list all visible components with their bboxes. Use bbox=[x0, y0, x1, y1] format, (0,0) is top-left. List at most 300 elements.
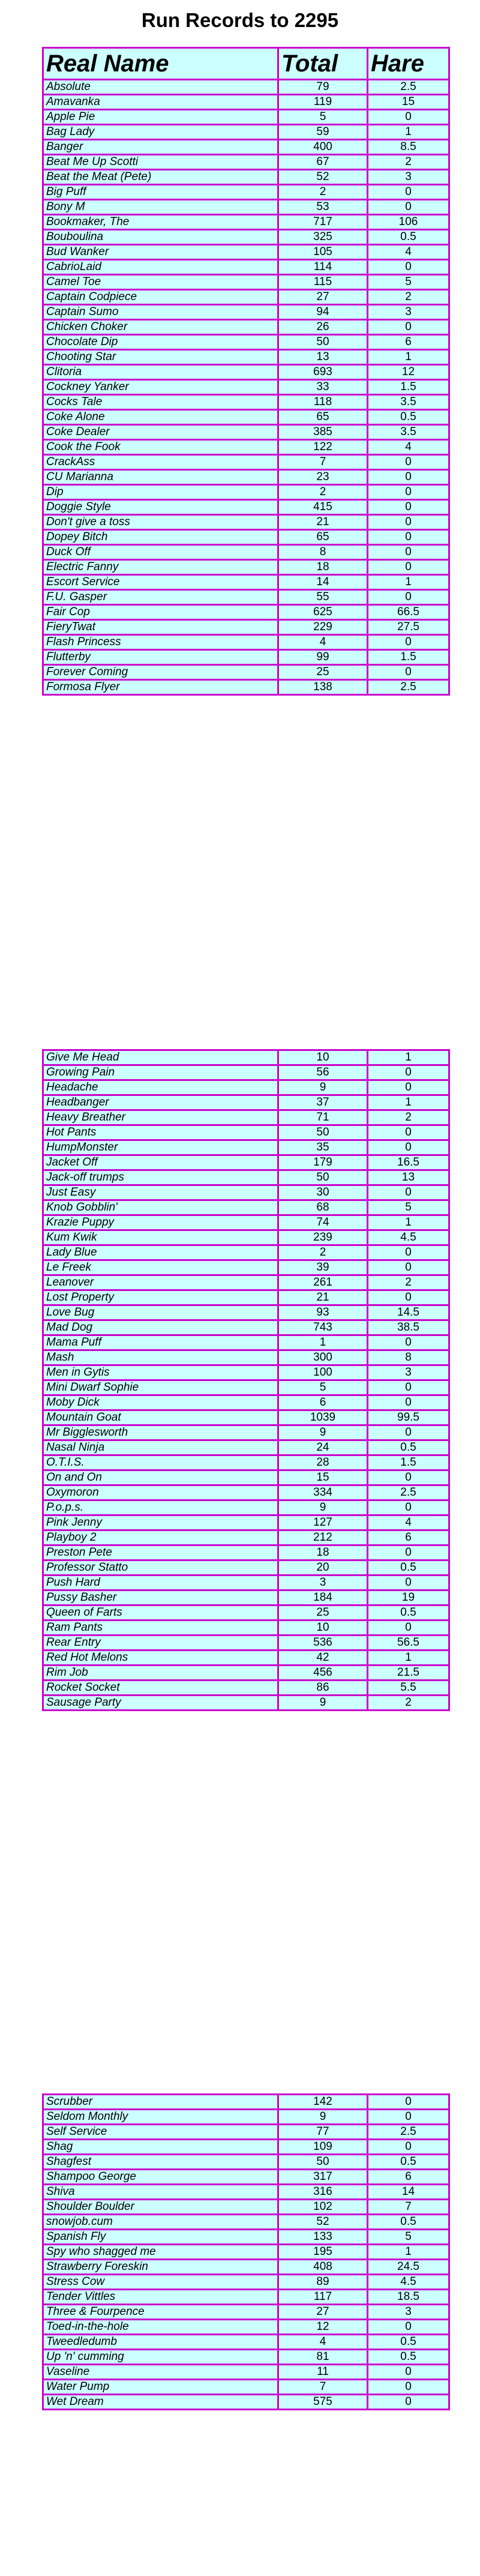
total-cell: 2 bbox=[278, 1245, 368, 1260]
table-row bbox=[43, 2320, 449, 2335]
hare-cell: 5 bbox=[368, 275, 449, 290]
table-row bbox=[43, 2215, 449, 2230]
real-name-cell: HumpMonster bbox=[43, 1140, 278, 1155]
table-row bbox=[43, 2230, 449, 2245]
real-name-cell: Camel Toe bbox=[43, 275, 278, 290]
table-row bbox=[43, 2110, 449, 2125]
total-cell: 1039 bbox=[278, 1410, 368, 1425]
hare-cell: 1 bbox=[368, 575, 449, 590]
hare-cell: 3 bbox=[368, 170, 449, 185]
table-row bbox=[43, 2170, 449, 2185]
real-name-cell: Bag Lady bbox=[43, 125, 278, 140]
total-cell: 42 bbox=[278, 1651, 368, 1666]
run-records-table-3 bbox=[42, 2093, 450, 2410]
total-cell: 25 bbox=[278, 665, 368, 680]
real-name-cell: Headbanger bbox=[43, 1095, 278, 1110]
table-row bbox=[43, 365, 449, 380]
hare-cell: 0 bbox=[368, 500, 449, 515]
table-row bbox=[43, 1080, 449, 1095]
table-row bbox=[43, 635, 449, 650]
real-name-cell: Red Hot Melons bbox=[43, 1651, 278, 1666]
total-cell: 65 bbox=[278, 410, 368, 425]
real-name-cell: Duck Off bbox=[43, 545, 278, 560]
total-cell: 105 bbox=[278, 245, 368, 260]
real-name-cell: Shag bbox=[43, 2140, 278, 2155]
table-row bbox=[43, 1621, 449, 1636]
table-row bbox=[43, 275, 449, 290]
table-row bbox=[43, 2260, 449, 2275]
total-cell: 118 bbox=[278, 395, 368, 410]
hare-cell: 14 bbox=[368, 2185, 449, 2200]
hare-cell: 0.5 bbox=[368, 1440, 449, 1455]
table-row bbox=[43, 140, 449, 155]
total-cell: 117 bbox=[278, 2290, 368, 2305]
hare-cell: 3.5 bbox=[368, 425, 449, 440]
real-name-cell: Wet Dream bbox=[43, 2395, 278, 2410]
hare-cell: 0 bbox=[368, 1545, 449, 1560]
total-cell: 575 bbox=[278, 2395, 368, 2410]
hare-cell: 0 bbox=[368, 455, 449, 470]
hare-cell: 0 bbox=[368, 1080, 449, 1095]
real-name-cell: Shampoo George bbox=[43, 2170, 278, 2185]
real-name-cell: Oxymoron bbox=[43, 1485, 278, 1500]
hare-cell: 5.5 bbox=[368, 1681, 449, 1696]
real-name-cell: CabrioLaid bbox=[43, 260, 278, 275]
hare-cell: 1.5 bbox=[368, 650, 449, 665]
total-cell: 743 bbox=[278, 1320, 368, 1335]
real-name-cell: Pink Jenny bbox=[43, 1515, 278, 1530]
total-cell: 119 bbox=[278, 95, 368, 110]
real-name-cell: Bud Wanker bbox=[43, 245, 278, 260]
hare-cell: 2 bbox=[368, 155, 449, 170]
hare-cell: 0.5 bbox=[368, 2155, 449, 2170]
real-name-cell: Professor Statto bbox=[43, 1560, 278, 1575]
real-name-cell: Just Easy bbox=[43, 1185, 278, 1200]
total-cell: 25 bbox=[278, 1605, 368, 1621]
hare-cell: 0 bbox=[368, 2320, 449, 2335]
hare-cell: 0 bbox=[368, 530, 449, 545]
real-name-cell: Rocket Socket bbox=[43, 1681, 278, 1696]
total-cell: 9 bbox=[278, 1425, 368, 1440]
total-cell: 28 bbox=[278, 1455, 368, 1470]
real-name-cell: Headache bbox=[43, 1080, 278, 1095]
total-cell: 1 bbox=[278, 1335, 368, 1350]
real-name-cell: On and On bbox=[43, 1470, 278, 1485]
table-row bbox=[43, 395, 449, 410]
table-row bbox=[43, 1530, 449, 1545]
total-cell: 536 bbox=[278, 1636, 368, 1651]
table-row bbox=[43, 1651, 449, 1666]
hare-cell: 1.5 bbox=[368, 380, 449, 395]
table-row bbox=[43, 2125, 449, 2140]
table-row bbox=[43, 1440, 449, 1455]
hare-cell: 56.5 bbox=[368, 1636, 449, 1651]
total-cell: 127 bbox=[278, 1515, 368, 1530]
total-cell: 100 bbox=[278, 1365, 368, 1380]
table-row bbox=[43, 185, 449, 200]
real-name-cell: Vaseline bbox=[43, 2365, 278, 2380]
total-cell: 115 bbox=[278, 275, 368, 290]
table-row bbox=[43, 1155, 449, 1170]
total-cell: 12 bbox=[278, 2320, 368, 2335]
hare-cell: 3.5 bbox=[368, 395, 449, 410]
hare-cell: 0 bbox=[368, 1065, 449, 1080]
table-row bbox=[43, 335, 449, 350]
table-row bbox=[43, 320, 449, 335]
table-row bbox=[43, 1350, 449, 1365]
header-hare: Hare bbox=[368, 48, 449, 80]
total-cell: 5 bbox=[278, 1380, 368, 1395]
hare-cell: 13 bbox=[368, 1170, 449, 1185]
table-row bbox=[43, 1365, 449, 1380]
table-row bbox=[43, 2245, 449, 2260]
real-name-cell: Give Me Head bbox=[43, 1050, 278, 1065]
hare-cell: 0 bbox=[368, 1125, 449, 1140]
real-name-cell: Toed-in-the-hole bbox=[43, 2320, 278, 2335]
total-cell: 317 bbox=[278, 2170, 368, 2185]
real-name-cell: Jacket Off bbox=[43, 1155, 278, 1170]
table-row bbox=[43, 1185, 449, 1200]
real-name-cell: Forever Coming bbox=[43, 665, 278, 680]
hare-cell: 0 bbox=[368, 1290, 449, 1305]
real-name-cell: Lady Blue bbox=[43, 1245, 278, 1260]
run-records-table-1 bbox=[42, 47, 450, 696]
real-name-cell: Rim Job bbox=[43, 1666, 278, 1681]
table-row bbox=[43, 1515, 449, 1530]
real-name-cell: Cockney Yanker bbox=[43, 380, 278, 395]
table-row bbox=[43, 1170, 449, 1185]
total-cell: 4 bbox=[278, 635, 368, 650]
real-name-cell: Sausage Party bbox=[43, 1696, 278, 1711]
real-name-cell: Spanish Fly bbox=[43, 2230, 278, 2245]
real-name-cell: Coke Dealer bbox=[43, 425, 278, 440]
total-cell: 15 bbox=[278, 1470, 368, 1485]
total-cell: 9 bbox=[278, 2110, 368, 2125]
total-cell: 415 bbox=[278, 500, 368, 515]
real-name-cell: Tweedledumb bbox=[43, 2335, 278, 2350]
real-name-cell: Clitoria bbox=[43, 365, 278, 380]
total-cell: 30 bbox=[278, 1185, 368, 1200]
total-cell: 179 bbox=[278, 1155, 368, 1170]
hare-cell: 4.5 bbox=[368, 1230, 449, 1245]
table-row bbox=[43, 1395, 449, 1410]
total-cell: 2 bbox=[278, 185, 368, 200]
table-row bbox=[43, 1696, 449, 1711]
total-cell: 18 bbox=[278, 560, 368, 575]
real-name-cell: Jack-off trumps bbox=[43, 1170, 278, 1185]
real-name-cell: Moby Dick bbox=[43, 1395, 278, 1410]
real-name-cell: Escort Service bbox=[43, 575, 278, 590]
total-cell: 138 bbox=[278, 680, 368, 695]
run-records-table-2 bbox=[42, 1049, 450, 1711]
table-row bbox=[43, 1380, 449, 1395]
table-row bbox=[43, 1230, 449, 1245]
hare-cell: 0 bbox=[368, 515, 449, 530]
hare-cell: 2 bbox=[368, 290, 449, 305]
total-cell: 300 bbox=[278, 1350, 368, 1365]
hare-cell: 12 bbox=[368, 365, 449, 380]
hare-cell: 106 bbox=[368, 215, 449, 230]
hare-cell: 0 bbox=[368, 545, 449, 560]
table-row bbox=[43, 1140, 449, 1155]
table-row bbox=[43, 380, 449, 395]
real-name-cell: Mr Bigglesworth bbox=[43, 1425, 278, 1440]
real-name-cell: Mountain Goat bbox=[43, 1410, 278, 1425]
header-row bbox=[43, 48, 449, 80]
real-name-cell: Up 'n' cumming bbox=[43, 2350, 278, 2365]
table-row bbox=[43, 290, 449, 305]
table-row bbox=[43, 1485, 449, 1500]
real-name-cell: Shagfest bbox=[43, 2155, 278, 2170]
hare-cell: 1 bbox=[368, 1050, 449, 1065]
table-row bbox=[43, 500, 449, 515]
real-name-cell: Mash bbox=[43, 1350, 278, 1365]
real-name-cell: Rear Entry bbox=[43, 1636, 278, 1651]
table-row bbox=[43, 155, 449, 170]
real-name-cell: Electric Fanny bbox=[43, 560, 278, 575]
real-name-cell: Push Hard bbox=[43, 1575, 278, 1590]
total-cell: 5 bbox=[278, 110, 368, 125]
hare-cell: 16.5 bbox=[368, 1155, 449, 1170]
hare-cell: 66.5 bbox=[368, 605, 449, 620]
hare-cell: 0 bbox=[368, 1140, 449, 1155]
table-row bbox=[43, 1590, 449, 1605]
table-row bbox=[43, 410, 449, 425]
hare-cell: 1.5 bbox=[368, 1455, 449, 1470]
hare-cell: 4 bbox=[368, 440, 449, 455]
total-cell: 114 bbox=[278, 260, 368, 275]
hare-cell: 0.5 bbox=[368, 1605, 449, 1621]
hare-cell: 6 bbox=[368, 335, 449, 350]
total-cell: 184 bbox=[278, 1590, 368, 1605]
hare-cell: 8.5 bbox=[368, 140, 449, 155]
real-name-cell: Queen of Farts bbox=[43, 1605, 278, 1621]
real-name-cell: Knob Gobblin' bbox=[43, 1200, 278, 1215]
table-row bbox=[43, 440, 449, 455]
table-row bbox=[43, 2395, 449, 2410]
hare-cell: 18.5 bbox=[368, 2290, 449, 2305]
total-cell: 4 bbox=[278, 2335, 368, 2350]
table-row bbox=[43, 575, 449, 590]
hare-cell: 2.5 bbox=[368, 1485, 449, 1500]
real-name-cell: F.U. Gasper bbox=[43, 590, 278, 605]
table-row bbox=[43, 2275, 449, 2290]
hare-cell: 1 bbox=[368, 1215, 449, 1230]
table-row bbox=[43, 1575, 449, 1590]
real-name-cell: Cook the Fook bbox=[43, 440, 278, 455]
total-cell: 24 bbox=[278, 1440, 368, 1455]
table-row bbox=[43, 545, 449, 560]
table-row bbox=[43, 305, 449, 320]
hare-cell: 99.5 bbox=[368, 1410, 449, 1425]
header-total: Total bbox=[278, 48, 368, 80]
total-cell: 65 bbox=[278, 530, 368, 545]
hare-cell: 0.5 bbox=[368, 2215, 449, 2230]
total-cell: 55 bbox=[278, 590, 368, 605]
total-cell: 229 bbox=[278, 620, 368, 635]
real-name-cell: Three & Fourpence bbox=[43, 2305, 278, 2320]
total-cell: 212 bbox=[278, 1530, 368, 1545]
table-row bbox=[43, 515, 449, 530]
hare-cell: 2 bbox=[368, 1275, 449, 1290]
table-row bbox=[43, 1666, 449, 1681]
real-name-cell: Coke Alone bbox=[43, 410, 278, 425]
table-row bbox=[43, 2350, 449, 2365]
total-cell: 133 bbox=[278, 2230, 368, 2245]
table-row bbox=[43, 605, 449, 620]
total-cell: 52 bbox=[278, 170, 368, 185]
total-cell: 456 bbox=[278, 1666, 368, 1681]
total-cell: 717 bbox=[278, 215, 368, 230]
hare-cell: 0 bbox=[368, 200, 449, 215]
table-row bbox=[43, 245, 449, 260]
hare-cell: 8 bbox=[368, 1350, 449, 1365]
table-row bbox=[43, 1545, 449, 1560]
total-cell: 8 bbox=[278, 545, 368, 560]
hare-cell: 0 bbox=[368, 1245, 449, 1260]
total-cell: 7 bbox=[278, 455, 368, 470]
table-row bbox=[43, 2305, 449, 2320]
table-row bbox=[43, 530, 449, 545]
table-row bbox=[43, 230, 449, 245]
hare-cell: 4.5 bbox=[368, 2275, 449, 2290]
table-row bbox=[43, 560, 449, 575]
real-name-cell: Captain Sumo bbox=[43, 305, 278, 320]
hare-cell: 0 bbox=[368, 2395, 449, 2410]
table-row bbox=[43, 1110, 449, 1125]
hare-cell: 0 bbox=[368, 1380, 449, 1395]
hare-cell: 2 bbox=[368, 1696, 449, 1711]
total-cell: 334 bbox=[278, 1485, 368, 1500]
real-name-cell: Bouboulina bbox=[43, 230, 278, 245]
real-name-cell: Water Pump bbox=[43, 2380, 278, 2395]
real-name-cell: Kum Kwik bbox=[43, 1230, 278, 1245]
real-name-cell: Chicken Choker bbox=[43, 320, 278, 335]
hare-cell: 38.5 bbox=[368, 1320, 449, 1335]
real-name-cell: Mini Dwarf Sophie bbox=[43, 1380, 278, 1395]
hare-cell: 0 bbox=[368, 2110, 449, 2125]
total-cell: 261 bbox=[278, 1275, 368, 1290]
hare-cell: 0 bbox=[368, 260, 449, 275]
hare-cell: 1 bbox=[368, 125, 449, 140]
hare-cell: 1 bbox=[368, 2245, 449, 2260]
real-name-cell: Leanover bbox=[43, 1275, 278, 1290]
hare-cell: 0 bbox=[368, 485, 449, 500]
total-cell: 35 bbox=[278, 1140, 368, 1155]
table-row bbox=[43, 1455, 449, 1470]
real-name-cell: Pussy Basher bbox=[43, 1590, 278, 1605]
table-row bbox=[43, 1095, 449, 1110]
total-cell: 27 bbox=[278, 290, 368, 305]
hare-cell: 5 bbox=[368, 1200, 449, 1215]
hare-cell: 0 bbox=[368, 590, 449, 605]
total-cell: 316 bbox=[278, 2185, 368, 2200]
hare-cell: 6 bbox=[368, 2170, 449, 2185]
hare-cell: 2.5 bbox=[368, 680, 449, 695]
real-name-cell: Seldom Monthly bbox=[43, 2110, 278, 2125]
total-cell: 13 bbox=[278, 350, 368, 365]
hare-cell: 0 bbox=[368, 1335, 449, 1350]
real-name-cell: Beat the Meat (Pete) bbox=[43, 170, 278, 185]
hare-cell: 0 bbox=[368, 110, 449, 125]
table-row bbox=[43, 1681, 449, 1696]
total-cell: 142 bbox=[278, 2095, 368, 2110]
total-cell: 68 bbox=[278, 1200, 368, 1215]
hare-cell: 0.5 bbox=[368, 1560, 449, 1575]
real-name-cell: Krazie Puppy bbox=[43, 1215, 278, 1230]
real-name-cell: Cocks Tale bbox=[43, 395, 278, 410]
table-row bbox=[43, 2290, 449, 2305]
table-row bbox=[43, 2380, 449, 2395]
total-cell: 3 bbox=[278, 1575, 368, 1590]
table-row bbox=[43, 2185, 449, 2200]
hare-cell: 4 bbox=[368, 245, 449, 260]
real-name-cell: Ram Pants bbox=[43, 1621, 278, 1636]
table-row bbox=[43, 125, 449, 140]
table-row bbox=[43, 1065, 449, 1080]
real-name-cell: Heavy Breather bbox=[43, 1110, 278, 1125]
table-row bbox=[43, 1560, 449, 1575]
table-row bbox=[43, 425, 449, 440]
hare-cell: 3 bbox=[368, 1365, 449, 1380]
real-name-cell: Banger bbox=[43, 140, 278, 155]
table-row bbox=[43, 680, 449, 695]
total-cell: 9 bbox=[278, 1500, 368, 1515]
real-name-cell: Apple Pie bbox=[43, 110, 278, 125]
table-row bbox=[43, 470, 449, 485]
hare-cell: 21.5 bbox=[368, 1666, 449, 1681]
total-cell: 26 bbox=[278, 320, 368, 335]
total-cell: 9 bbox=[278, 1080, 368, 1095]
total-cell: 9 bbox=[278, 1696, 368, 1711]
total-cell: 50 bbox=[278, 1125, 368, 1140]
table-row bbox=[43, 1425, 449, 1440]
total-cell: 33 bbox=[278, 380, 368, 395]
real-name-cell: Doggie Style bbox=[43, 500, 278, 515]
table-row bbox=[43, 650, 449, 665]
table-row bbox=[43, 1290, 449, 1305]
total-cell: 102 bbox=[278, 2200, 368, 2215]
real-name-cell: Dip bbox=[43, 485, 278, 500]
table-row bbox=[43, 215, 449, 230]
table-row bbox=[43, 1245, 449, 1260]
total-cell: 52 bbox=[278, 2215, 368, 2230]
total-cell: 122 bbox=[278, 440, 368, 455]
real-name-cell: Amavanka bbox=[43, 95, 278, 110]
real-name-cell: Self Service bbox=[43, 2125, 278, 2140]
hare-cell: 2.5 bbox=[368, 2125, 449, 2140]
total-cell: 408 bbox=[278, 2260, 368, 2275]
total-cell: 18 bbox=[278, 1545, 368, 1560]
table-row bbox=[43, 1305, 449, 1320]
real-name-cell: Chooting Star bbox=[43, 350, 278, 365]
total-cell: 195 bbox=[278, 2245, 368, 2260]
real-name-cell: Beat Me Up Scotti bbox=[43, 155, 278, 170]
total-cell: 81 bbox=[278, 2350, 368, 2365]
table-row bbox=[43, 95, 449, 110]
real-name-cell: Tender Vittles bbox=[43, 2290, 278, 2305]
total-cell: 39 bbox=[278, 1260, 368, 1275]
total-cell: 239 bbox=[278, 1230, 368, 1245]
table-row bbox=[43, 1200, 449, 1215]
real-name-cell: Preston Pete bbox=[43, 1545, 278, 1560]
hare-cell: 19 bbox=[368, 1590, 449, 1605]
total-cell: 400 bbox=[278, 140, 368, 155]
total-cell: 27 bbox=[278, 2305, 368, 2320]
total-cell: 23 bbox=[278, 470, 368, 485]
total-cell: 2 bbox=[278, 485, 368, 500]
real-name-cell: Playboy 2 bbox=[43, 1530, 278, 1545]
